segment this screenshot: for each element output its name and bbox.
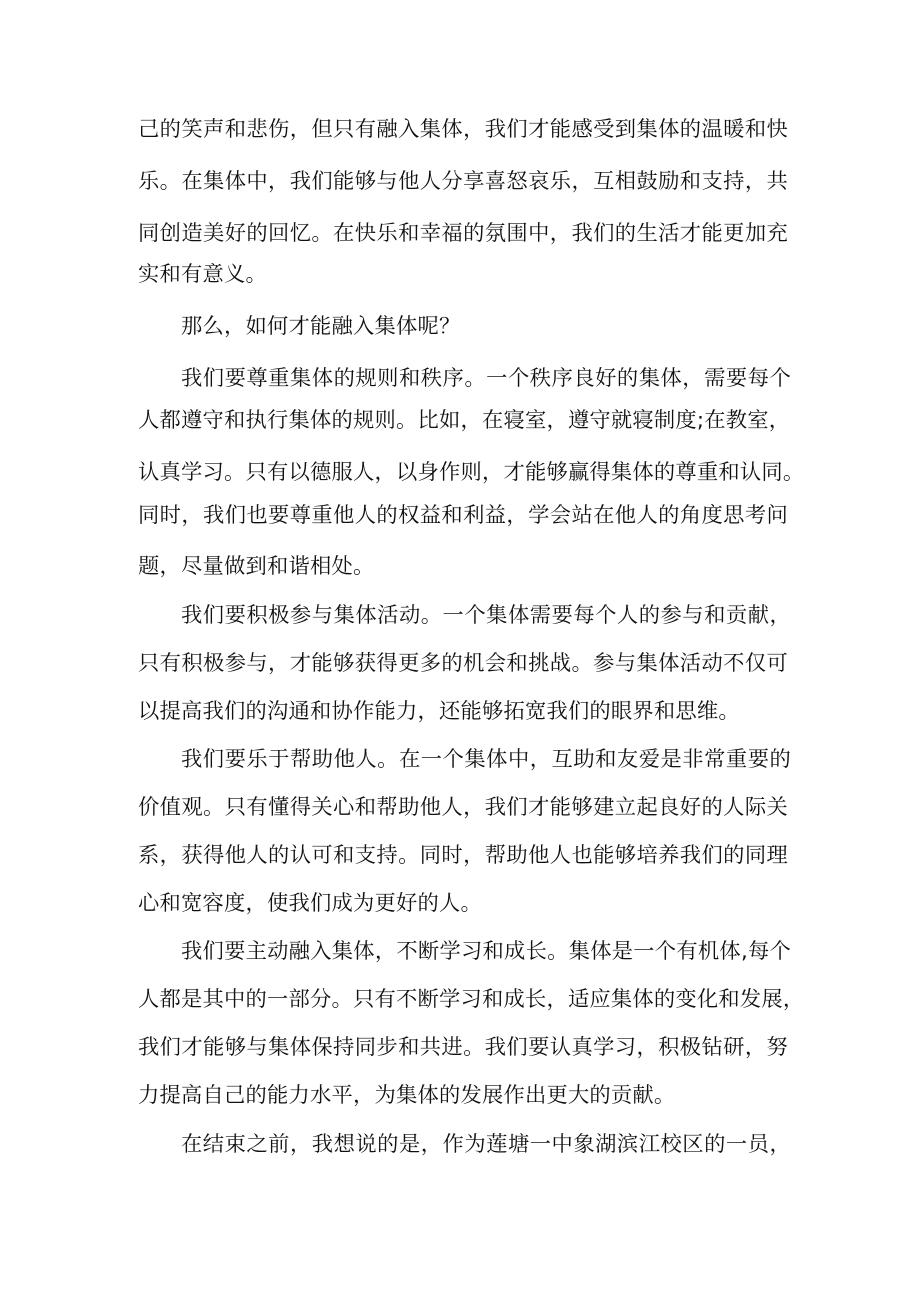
text-line: 只有积极参与，才能够获得更多的机会和挑战。参与集体活动不仅可 bbox=[138, 651, 788, 676]
text-line: 我们要尊重集体的规则和秩序。一个秩序良好的集体，需要每个 bbox=[181, 366, 791, 391]
text-line: 同创造美好的回忆。在快乐和幸福的氛围中，我们的生活才能更加充 bbox=[138, 221, 788, 246]
text-line: 心和宽容度，使我们成为更好的人。 bbox=[138, 891, 482, 916]
text-line: 以提高我们的沟通和协作能力，还能够拓宽我们的眼界和思维。 bbox=[138, 699, 740, 724]
text-line: 实和有意义。 bbox=[138, 262, 267, 287]
text-line: 系，获得他人的认可和支持。同时，帮助他人也能够培养我们的同理 bbox=[138, 843, 788, 868]
text-line: 人都遵守和执行集体的规则。比如，在寝室，遵守就寝制度;在教室， bbox=[138, 408, 791, 433]
text-line: 认真学习。只有以德服人，以身作则，才能够赢得集体的尊重和认同。 bbox=[138, 460, 805, 485]
text-line: 那么，如何才能融入集体呢？ bbox=[181, 314, 461, 339]
text-line: 人都是其中的一部分。只有不断学习和成长，适应集体的变化和发展， bbox=[138, 987, 805, 1012]
text-line: 我们要乐于帮助他人。在一个集体中，互助和友爱是非常重要的 bbox=[181, 747, 791, 772]
text-line: 价值观。只有懂得关心和帮助他人，我们才能够建立起良好的人际关 bbox=[138, 795, 788, 820]
text-line: 题，尽量做到和谐相处。 bbox=[138, 554, 375, 579]
text-line: 乐。在集体中，我们能够与他人分享喜怒哀乐，互相鼓励和支持，共 bbox=[138, 169, 788, 194]
text-line: 我们要积极参与集体活动。一个集体需要每个人的参与和贡献， bbox=[181, 603, 791, 628]
text-line: 我们要主动融入集体，不断学习和成长。集体是一个有机体,每个 bbox=[181, 939, 791, 964]
text-line: 己的笑声和悲伤，但只有融入集体，我们才能感受到集体的温暖和快 bbox=[138, 117, 788, 142]
text-line: 在结束之前，我想说的是，作为莲塘一中象湖滨江校区的一员， bbox=[181, 1132, 791, 1157]
text-line: 力提高自己的能力水平，为集体的发展作出更大的贡献。 bbox=[138, 1083, 676, 1108]
text-line: 我们才能够与集体保持同步和共进。我们要认真学习，积极钻研，努 bbox=[138, 1035, 788, 1060]
text-line: 同时，我们也要尊重他人的权益和利益，学会站在他人的角度思考问 bbox=[138, 503, 788, 528]
